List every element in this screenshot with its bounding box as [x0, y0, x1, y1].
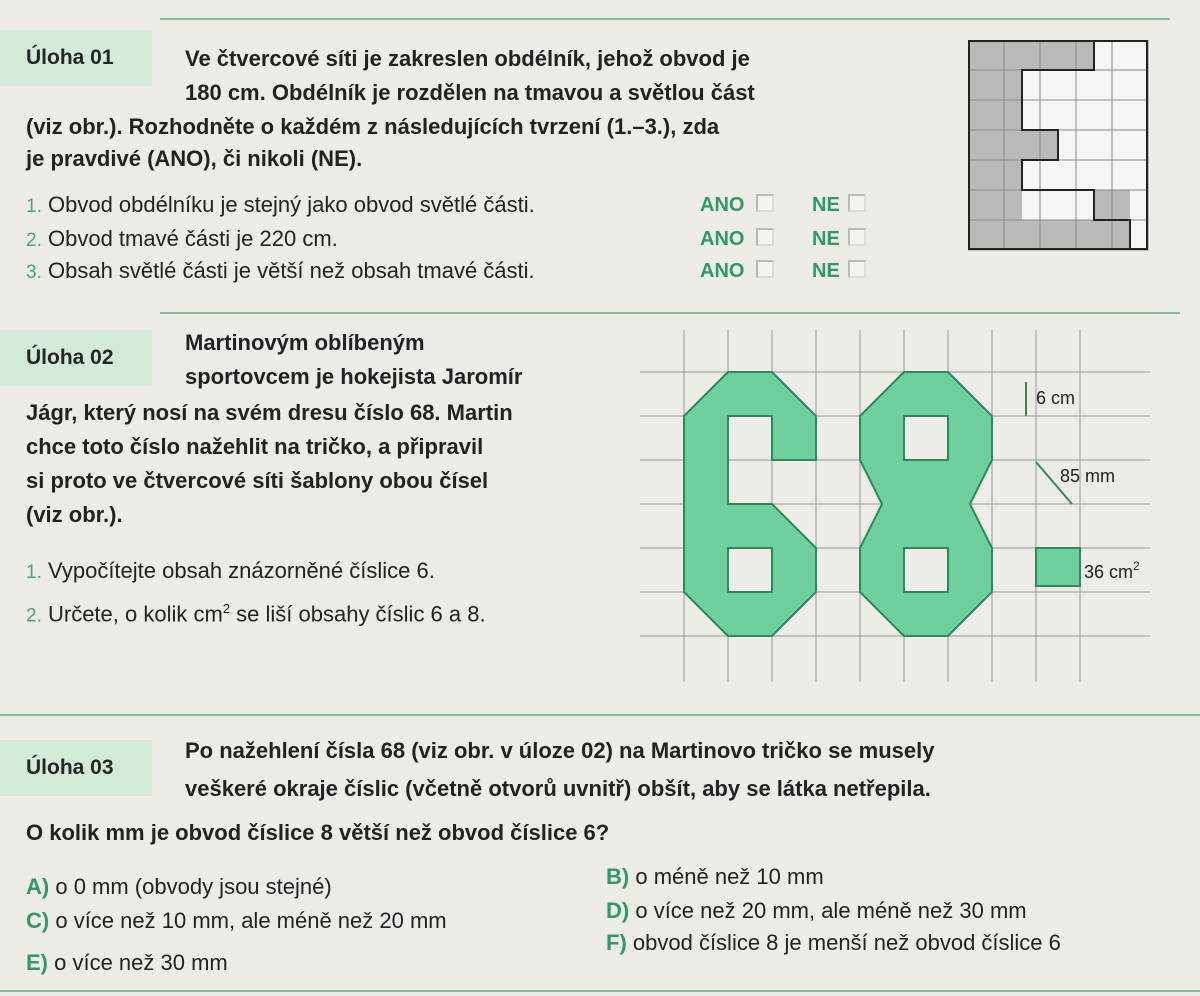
ano-label-1: ANO — [700, 194, 745, 216]
option-letter: D) — [606, 898, 630, 923]
ano-label-3: ANO — [700, 260, 745, 282]
task2-line-6: (viz obr.). — [26, 502, 123, 527]
option-letter: E) — [26, 950, 48, 975]
task2-question-1 — [26, 556, 435, 588]
task-label-01: Úloha 01 — [0, 30, 152, 86]
option-text: o více než 10 mm, ale méně než 20 mm — [55, 908, 447, 933]
task1-statement-3 — [26, 256, 535, 288]
section-rule-top — [160, 18, 1170, 20]
ne-checkbox-2[interactable] — [848, 228, 866, 246]
ne-checkbox-3[interactable] — [848, 260, 866, 278]
ne-checkbox-1[interactable] — [848, 194, 866, 212]
ano-checkbox-2[interactable] — [756, 228, 774, 246]
section-rule-bottom — [0, 990, 1200, 992]
task1-statement-2 — [26, 224, 338, 256]
task1-intro-line2: 180 cm. Obdélník je rozdělen na tmavou a světlou část — [185, 80, 755, 105]
task2-line-4: chce toto číslo nažehlit na tričko, a připravil — [26, 434, 484, 459]
digit-8-hole-bottom — [904, 548, 948, 592]
task3-intro-line1: Po nažehlení čísla 68 (viz obr. v úloze 02) na Martinovo tričko se musely — [185, 738, 935, 763]
statement-text: Obvod obdélníku je stejný jako obvod světlé části. — [47, 192, 535, 217]
option-text: obvod číslice 8 je menší než obvod číslice 6 — [632, 930, 1061, 955]
option-text: o více než 20 mm, ale méně než 30 mm — [635, 898, 1027, 923]
statement-number: 2. — [26, 230, 42, 251]
statement-number: 1. — [26, 196, 42, 217]
option-letter: A) — [26, 874, 50, 899]
area-square — [1036, 548, 1080, 586]
statement-text: Obsah světlé části je větší než obsah tmavé části. — [47, 258, 535, 283]
rectangle-figure — [968, 40, 1152, 256]
section-rule-2 — [160, 312, 1180, 314]
task1-statement-1 — [26, 190, 535, 222]
ano-checkbox-1[interactable] — [756, 194, 774, 212]
statement-text: Obvod tmavé části je 220 cm. — [47, 226, 338, 251]
question-text: Určete, o kolik cm — [47, 601, 223, 627]
statement-number: 3. — [26, 262, 42, 283]
label-diagonal: 85 mm — [1060, 466, 1116, 486]
label-area: 36 $cm^2$ — [1084, 559, 1140, 582]
question-tail: se liší obsahy číslic 6 a 8. — [230, 601, 486, 627]
ano-label-2: ANO — [700, 228, 745, 250]
task2-line-1: Martinovým oblíbeným — [185, 330, 425, 355]
task3-question: O kolik mm je obvod číslice 8 větší než obvod číslice 6? — [26, 820, 610, 845]
label-side-length: 6 cm — [1036, 388, 1076, 408]
question-number: 1. — [26, 562, 42, 583]
option-d[interactable] — [606, 896, 1027, 926]
task1-intro-line3: (viz obr.). Rozhodněte o každém z následujících tvrzení (1.–3.), zda — [26, 114, 720, 139]
ano-checkbox-3[interactable] — [756, 260, 774, 278]
option-c[interactable] — [26, 906, 447, 936]
option-text: o více než 30 mm — [54, 950, 228, 975]
digit-8-hole-top — [904, 416, 948, 460]
task1-intro-line1: Ve čtvercové síti je zakreslen obdélník, jehož obvod je — [185, 46, 750, 71]
section-rule-3 — [0, 714, 1200, 716]
question-number: 2. — [26, 605, 42, 627]
option-f[interactable] — [606, 928, 1061, 958]
task2-line-2: sportovcem je hokejista Jaromír — [185, 364, 523, 389]
task2-question-2 — [26, 594, 486, 631]
digit-6-hole — [728, 548, 772, 592]
ne-label-3: NE — [812, 260, 840, 282]
question-text: Vypočítejte obsah znázorněné číslice 6. — [47, 558, 435, 583]
digits-68-figure — [640, 330, 1160, 690]
option-b[interactable] — [606, 862, 824, 892]
option-text: o méně než 10 mm — [635, 864, 824, 889]
task3-intro-line2: veškeré okraje číslic (včetně otvorů uvnitř) obšít, aby se látka netřepila. — [185, 776, 931, 801]
option-text: o 0 mm (obvody jsou stejné) — [55, 874, 332, 899]
question-sup: 2 — [222, 601, 231, 616]
task-label-03: Úloha 03 — [0, 740, 152, 796]
task2-line-3: Jágr, který nosí na svém dresu číslo 68. Martin — [26, 400, 513, 425]
option-letter: C) — [26, 908, 50, 933]
ne-label-1: NE — [812, 194, 840, 216]
task1-intro-line4: je pravdivé (ANO), či nikoli (NE). — [26, 146, 363, 171]
option-letter: B) — [606, 864, 630, 889]
option-letter: F) — [606, 930, 627, 955]
option-e[interactable] — [26, 948, 228, 978]
option-a[interactable] — [26, 872, 332, 902]
ne-label-2: NE — [812, 228, 840, 250]
task-label-02: Úloha 02 — [0, 330, 152, 386]
task2-line-5: si proto ve čtvercové síti šablony obou čísel — [26, 468, 489, 493]
